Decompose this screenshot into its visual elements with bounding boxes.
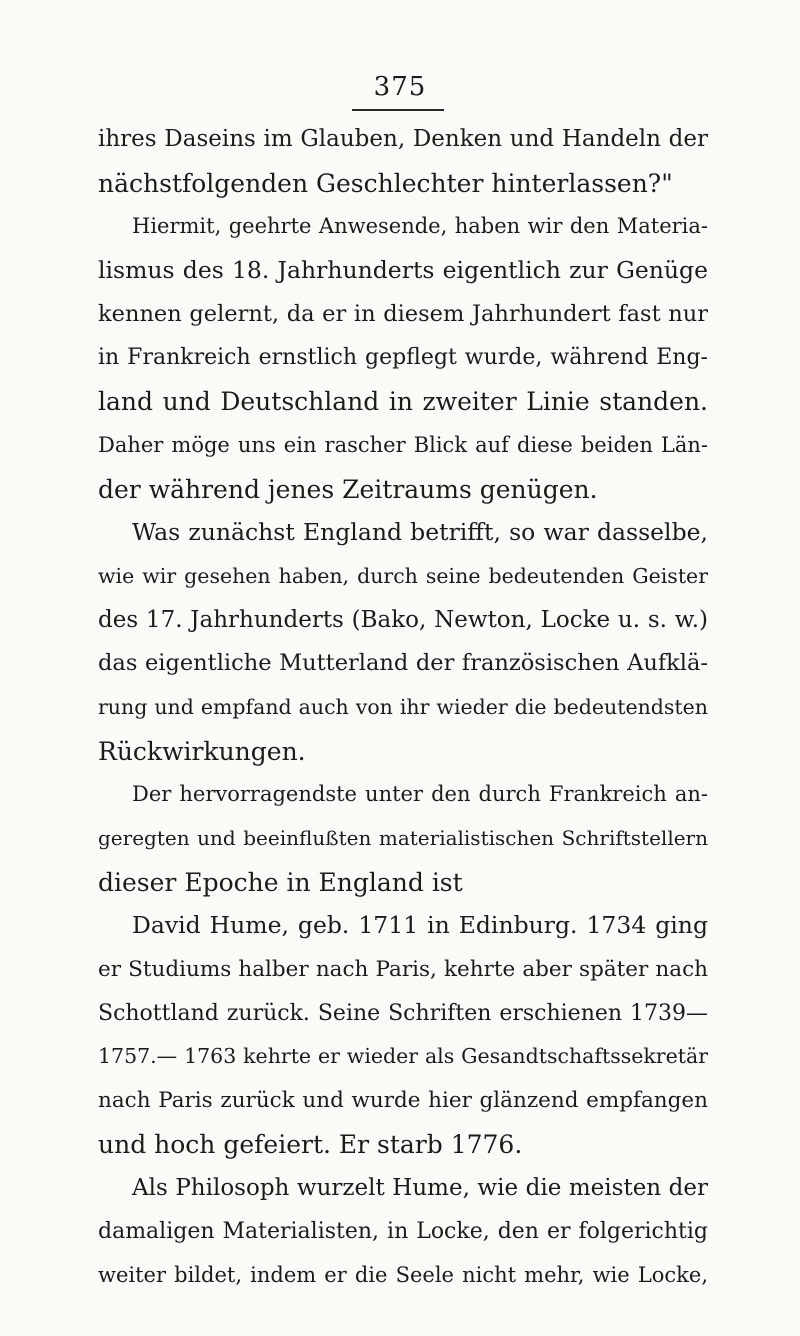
text-line: rung und empfand auch von ihr wieder die bedeutendsten (98, 694, 708, 719)
text-line: 1757.— 1763 kehrte er wieder als Gesandtschaftssekretär (98, 1044, 708, 1069)
body-text (98, 118, 708, 1298)
text-line: David Hume, geb. 1711 in Edinburg. 1734 ging (132, 911, 708, 940)
text-line: wie wir gesehen haben, durch seine bedeutenden Geister (98, 563, 708, 588)
text-line: nach Paris zurück und wurde hier glänzend empfangen (98, 1088, 708, 1114)
text-line: des 17. Jahrhunderts (Bako, Newton, Locke u. s. w.) (98, 606, 708, 633)
text-line: Daher möge uns ein rascher Blick auf diese beiden Län- (98, 432, 708, 457)
page-number-rule (352, 109, 444, 111)
text-line: der während jenes Zeitraums genügen. (98, 474, 598, 504)
text-line: das eigentliche Mutterland der französischen Aufklä- (98, 650, 708, 677)
text-line: geregten und beeinflußten materialistischen Schriftstellern (98, 826, 708, 850)
text-line: land und Deutschland in zweiter Linie standen. (98, 387, 708, 417)
text-line: Hiermit, geehrte Anwesende, haben wir den Materia- (132, 214, 708, 239)
text-line: dieser Epoche in England ist (98, 867, 463, 897)
page-number: 375 (373, 72, 427, 102)
text-line: lismus des 18. Jahrhunderts eigentlich zur Genüge (98, 256, 708, 285)
text-line: Der hervorragendste unter den durch Frankreich an- (132, 782, 708, 807)
text-line: und hoch gefeiert. Er starb 1776. (98, 1129, 523, 1159)
text-line: Als Philosoph wurzelt Hume, wie die meisten der (132, 1174, 708, 1201)
text-line: weiter bildet, indem er die Seele nicht mehr, wie Locke, (98, 1262, 708, 1287)
text-line: kennen gelernt, da er in diesem Jahrhundert fast nur (98, 300, 708, 327)
text-line: Rückwirkungen. (98, 736, 306, 766)
text-line: in Frankreich ernstlich gepflegt wurde, während Eng- (98, 345, 708, 371)
text-line: nächstfolgenden Geschlechter hinterlassen?" (98, 168, 673, 198)
text-line: Schottland zurück. Seine Schriften erschienen 1739— (98, 1000, 708, 1026)
text-line: ihres Daseins im Glauben, Denken und Handeln der (98, 126, 708, 152)
text-line: damaligen Materialisten, in Locke, den er folgerichtig (98, 1219, 708, 1245)
text-line: er Studiums halber nach Paris, kehrte aber später nach (98, 957, 708, 983)
text-line: Was zunächst England betrifft, so war dasselbe, (132, 518, 708, 547)
